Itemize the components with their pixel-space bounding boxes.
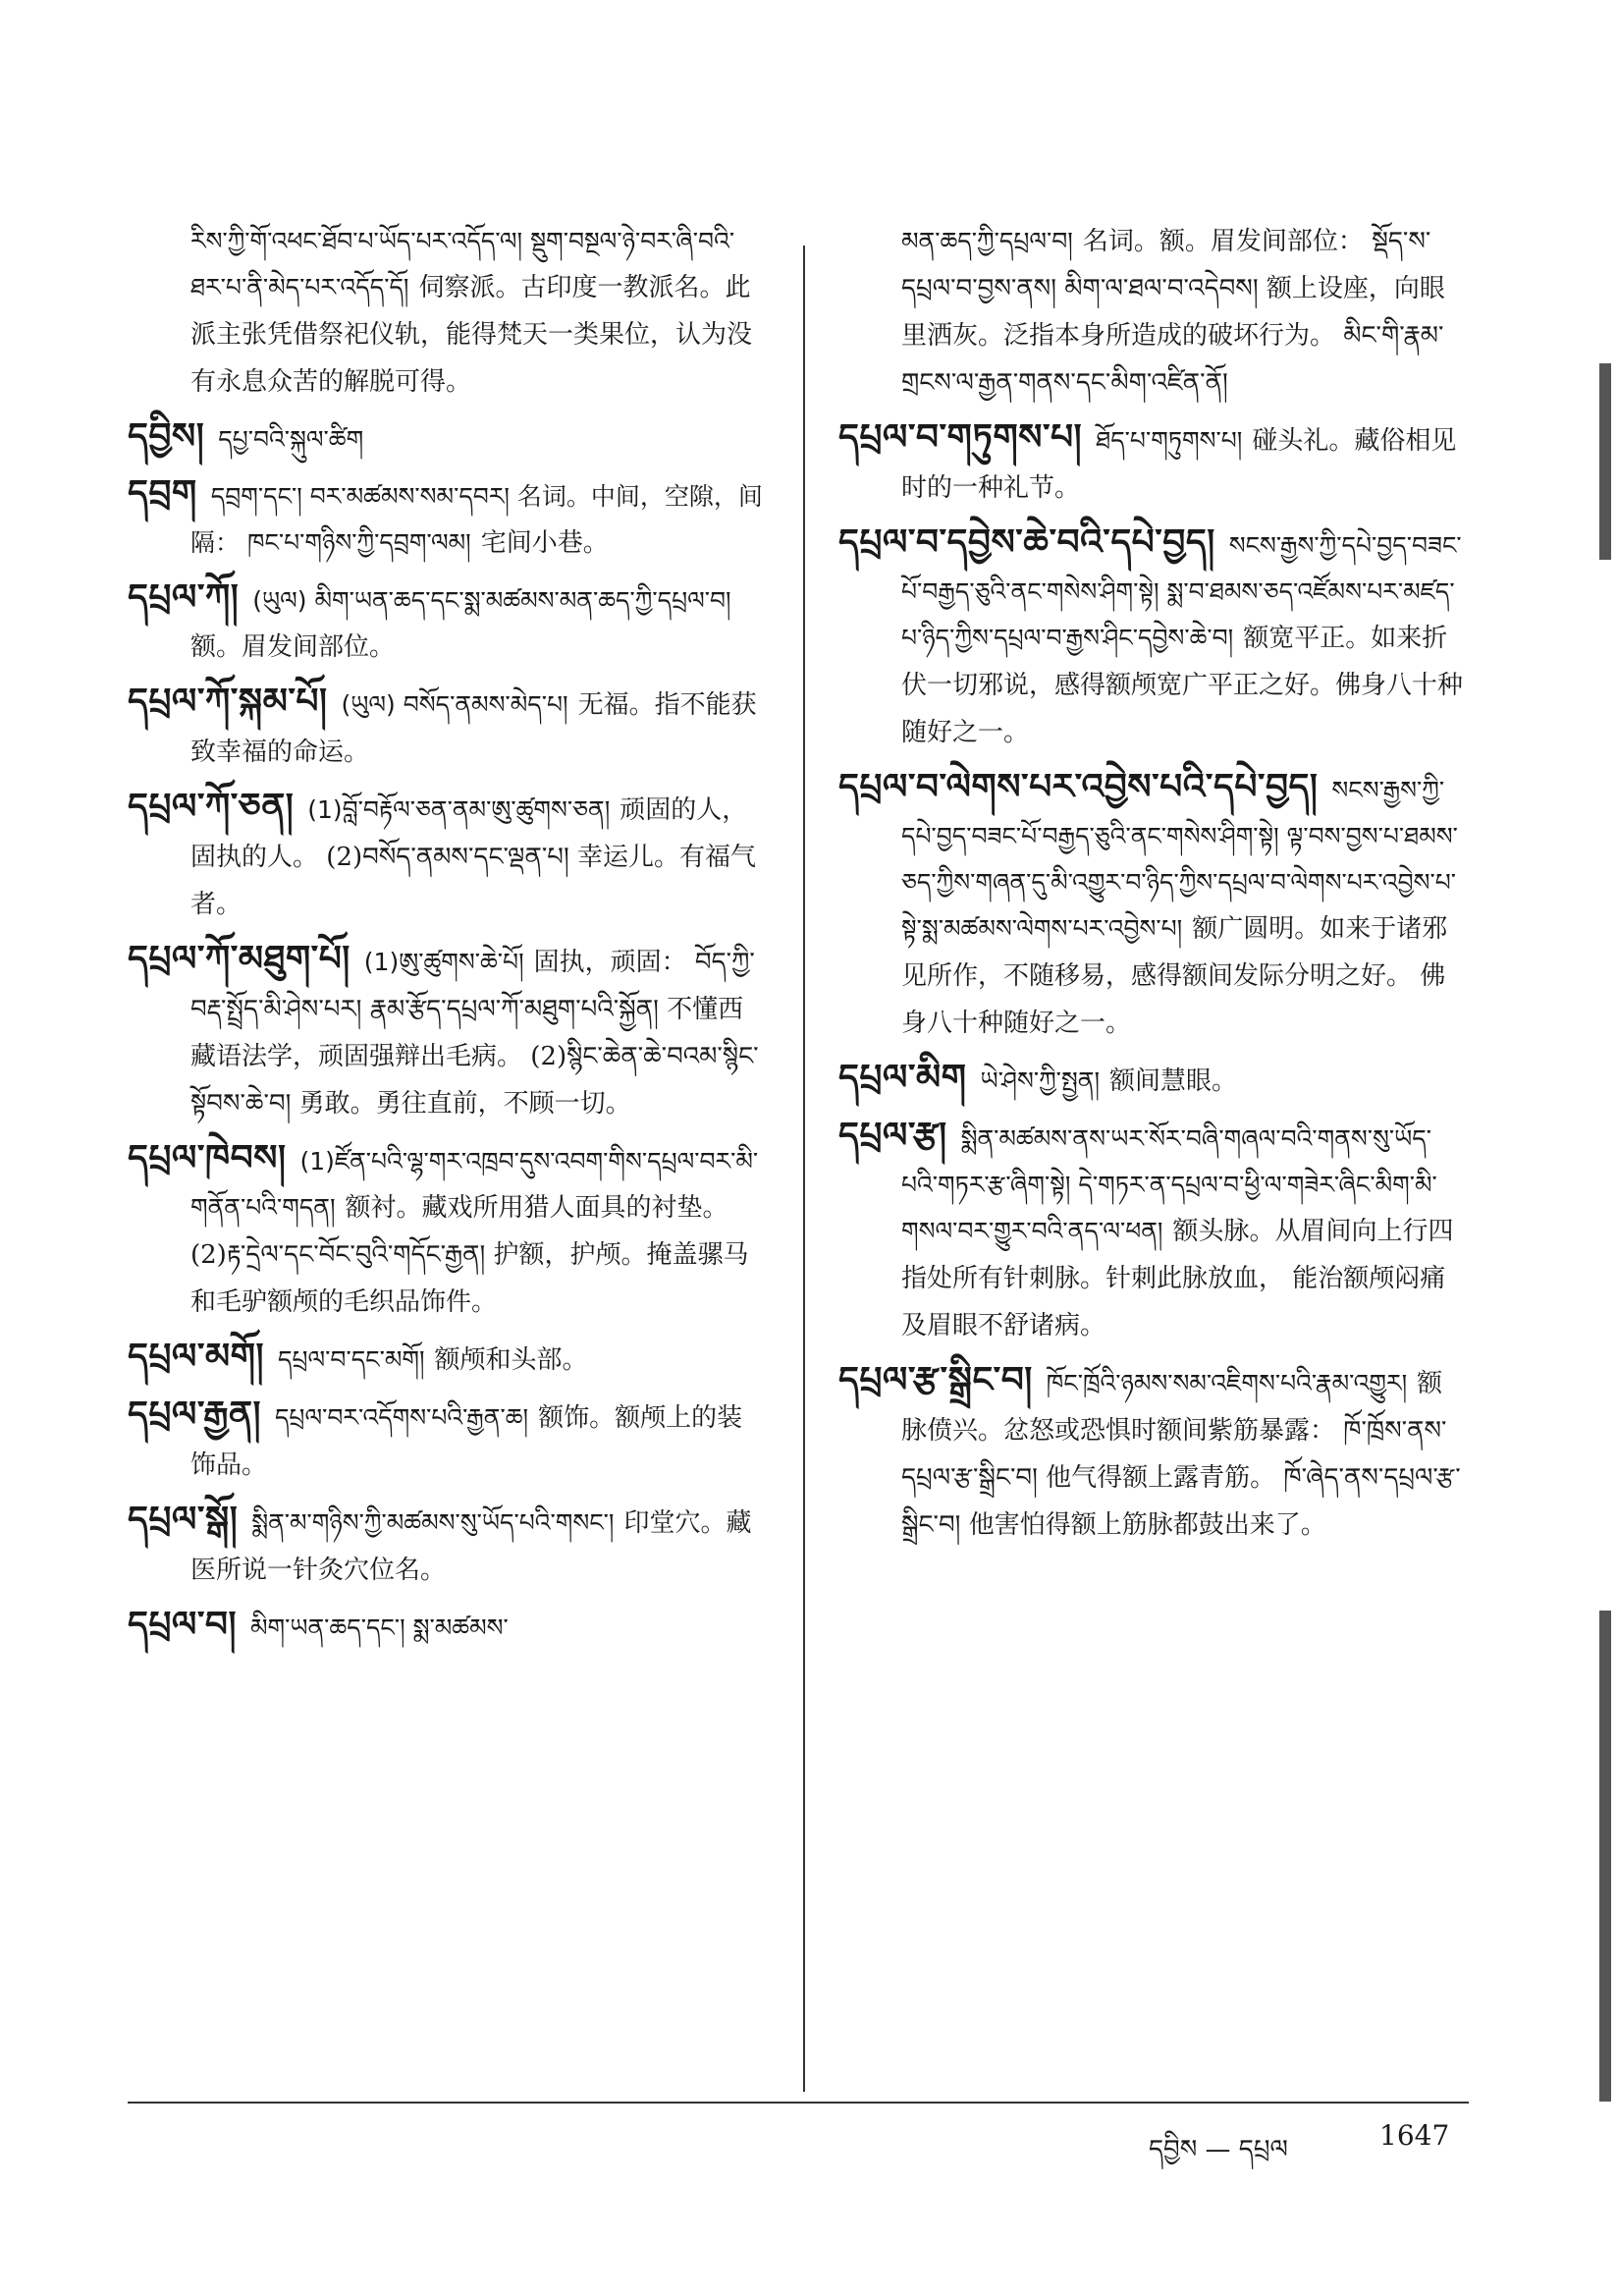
dictionary-entry <box>128 1334 766 1384</box>
dictionary-entry <box>128 1602 766 1651</box>
entry-chinese-definition: 无福。指不能获致幸福的命运。 <box>190 690 757 767</box>
entry-tibetan-definition: རིས་ཀྱི་གོ་འཕང་ཐོབ་པ་ཡོད་པར་འདོད་ལ། སྡུག་བསྔལ་ཉེ་བར་ཞི་བའི་ཐར་པ་ནི་མེད་པར་འདོད་དོ། <box>190 227 735 301</box>
entry-headword: དཔྲལ་སྒོ། <box>128 1500 239 1540</box>
entry-tibetan-definition: ཡེ་ཤེས་ཀྱི་སྤྱན། <box>980 1066 1101 1095</box>
dictionary-entry <box>838 764 1467 1047</box>
dictionary-entry <box>128 784 766 928</box>
dictionary-entry <box>838 218 1467 407</box>
entry-tibetan-definition: དཔྲལ་བ་དང་མགོ། <box>278 1345 425 1374</box>
dictionary-entry <box>838 1055 1467 1105</box>
entry-chinese-definition: 额脉偾兴。忿怒或恐惧时额间紫筋暴露： ཁོ་ཁྲོས་ནས་དཔྲལ་རྩ་སྒྲིང་བ། 他气得额上露青筋。 ཁོ་ཞེད་ནས་དཔྲལ་རྩ་སྒྲིང་བ། 他害怕得额上筋脉都鼓出来了。 <box>901 1369 1461 1540</box>
entry-tibetan-definition: སྨིན་མཚམས་ནས་ཡར་སོར་བཞི་གཞལ་བའི་གནས་སུ་ཡོད་པའི་གཏར་རྩ་ཞིག་སྟེ། དེ་གཏར་ན་དཔྲལ་བ་ཕྱི་ལ་གཟེར་ཞིང་མིག་མི་གསལ་བར་གྱུར་བའི་ནད་ལ་ཕན། <box>901 1124 1437 1245</box>
entry-tibetan-definition: ཐོད་པ་གཏུགས་པ། <box>1096 426 1243 455</box>
entry-chinese-definition: 额衬。藏戏所用猎人面具的衬垫。 (2)རྟ་དྲེལ་དང་བོང་བུའི་གདོང་རྒྱན། 护额，护颅。掩盖骡马和毛驴额颅的毛织品饰件。 <box>190 1193 749 1317</box>
entry-chinese-definition: 固执，顽固： བོད་ཀྱི་བརྡ་སྤྲོད་མི་ཤེས་པར། རྣམ་རྩོད་དཔྲལ་ཀོ་མཐུག་པའི་སྐྱོན། 不懂西藏语法学，顽固强辩出毛病。 (2)སྙིང་ཆེན་ཆེ་བའམ་སྙིང་སྟོབས་ཆེ་བ། 勇敢。勇往直前，不顾一切。 <box>190 948 759 1119</box>
dictionary-entry <box>128 470 766 567</box>
column-divider <box>803 246 805 2092</box>
entry-chinese-definition: 额头脉。从眉间向上行四指处所有针刺脉。针刺此脉放血， 能治额颅闷痛及眉眼不舒诸病。 <box>901 1217 1454 1340</box>
entry-headword: དབྲག <box>128 473 197 514</box>
dictionary-entry <box>128 679 766 776</box>
entry-chinese-definition: 额饰。额颅上的装饰品。 <box>190 1403 743 1480</box>
entry-headword: དཔྲལ་མིག <box>838 1058 967 1098</box>
dictionary-entry <box>128 936 766 1127</box>
entry-headword: དཔྲལ་ཀོ། <box>128 577 240 618</box>
entry-headword: དཔྲལ་ཁེབས། <box>128 1138 287 1178</box>
dictionary-entry <box>128 574 766 671</box>
entry-chinese-definition: 额间慧眼。 <box>1109 1066 1238 1096</box>
entry-headword: དཔྲལ་བ་གཏུགས་པ། <box>838 417 1083 458</box>
page-range-header: དབྱིས — དཔྲལ <box>1149 2135 1288 2164</box>
entry-headword: དཔྲལ་ཀོ་ཅན། <box>128 787 295 827</box>
dictionary-entry <box>128 1392 766 1489</box>
entry-headword: དཔྲལ་མགོ། <box>128 1337 265 1377</box>
entry-headword: དཔྲལ་རྩ་སྒྲིང་བ། <box>838 1360 1033 1400</box>
entry-chinese-definition: 额广圆明。如来于诸邪见所作，不随移易，感得额间发际分明之好。 佛身八十种随好之一。 <box>901 914 1448 1038</box>
entry-headword: དཔྲལ་ཀོ་མཐུག་པོ། <box>128 939 350 979</box>
entry-tibetan-definition: (1)བློ་བརྟོལ་ཅན་ནམ་ཨུ་ཚུགས་ཅན། <box>307 795 611 824</box>
entry-tibetan-definition: (ཡུལ) བསོད་ནམས་མེད་པ། <box>341 690 568 719</box>
footer-rule <box>128 2102 1469 2104</box>
entry-chinese-definition: 伺察派。古印度一教派名。此派主张凭借祭祀仪轨，能得梵天一类果位，认为没有永息众苦的解脱可得。 <box>190 273 753 397</box>
entry-chinese-definition: 名词。额。眉发间部位： སྡོད་ས་དཔྲལ་བ་བྱས་ནས། མིག་ལ་ཐལ་བ་འདེབས། 额上设座，向眼里洒灰。泛指本身所造成的破坏行为。 མིང་གི་རྣམ་གྲངས་ལ་རྒྱན་གནས་དང་མིག་འཛིན་ནོ། <box>901 227 1445 398</box>
entry-tibetan-definition: (1)ཛོན་པའི་ལྷ་གར་འཁྲབ་དུས་འབག་གིས་དཔྲལ་བར་མི་གནོན་པའི་གདན། <box>190 1147 759 1222</box>
entry-headword: དཔྲལ་བ་དབྱེས་ཆེ་བའི་དཔེ་བྱད། <box>838 522 1215 563</box>
entry-chinese-definition: 印堂穴。藏医所说一针灸穴位名。 <box>190 1508 752 1585</box>
dictionary-entry <box>838 1113 1467 1349</box>
entry-chinese-definition: 额宽平正。如来折伏一切邪说，感得额颅宽广平正之好。佛身八十种随好之一。 <box>901 624 1464 747</box>
entry-tibetan-definition: སངས་རྒྱས་ཀྱི་དཔེ་བྱད་བཟང་པོ་བརྒྱད་ཅུའི་ནང་གསེས་ཤིག་སྟེ། ལྟ་བས་བྱས་པ་ཐམས་ཅད་ཀྱིས་གཞན་དུ་མི་འགྱུར་བ་ཉིད་ཀྱིས་དཔྲལ་བ་ལེགས་པར་འབྱེས་པ་སྟེ་སྨ་མཚམས་ལེགས་པར་འབྱེས་པ། <box>901 776 1458 943</box>
entry-headword: དཔྲལ་བ། <box>128 1605 237 1645</box>
right-column <box>838 218 1467 1557</box>
left-column <box>128 218 766 1659</box>
entry-tibetan-definition: སྨིན་མ་གཉིས་ཀྱི་མཚམས་སུ་ཡོད་པའི་གསང་། <box>251 1508 615 1537</box>
dictionary-entry <box>838 414 1467 512</box>
entry-tibetan-definition: ཁོང་ཁྲོའི་ཉམས་སམ་འཇིགས་པའི་རྣམ་འགྱུར། <box>1046 1369 1408 1397</box>
entry-tibetan-definition: དཔྲལ་བར་འདོགས་པའི་རྒྱན་ཆ། <box>274 1403 529 1432</box>
entry-tibetan-definition: དབྲག་དང་། བར་མཚམས་སམ་དབར། 名词。中间，空隙，间隔： ཁང་པ་གཉིས་ཀྱི་དབྲག་ལམ། <box>190 482 763 557</box>
entry-tibetan-definition: (ཡུལ) མིག་ཡན་ཆད་དང་སྨ་མཚམས་མན་ཆད་ཀྱི་དཔྲལ་བ། <box>252 586 731 615</box>
entry-headword: དཔྲལ་བ་ལེགས་པར་འབྱེས་པའི་དཔེ་བྱད། <box>838 767 1319 807</box>
entry-chinese-definition: 宅间小巷。 <box>480 528 609 558</box>
entry-tibetan-definition: སངས་རྒྱས་ཀྱི་དཔེ་བྱད་བཟང་པོ་བརྒྱད་ཅུའི་ནང་གསེས་ཤིག་སྟེ། སྨ་བ་ཐམས་ཅད་འཛོམས་པར་མཛད་པ་ཉིད་ཀྱིས་དཔྲལ་བ་རྒྱས་ཤིང་དབྱེས་ཆེ་བ། <box>901 531 1462 652</box>
entry-chinese-definition: 额。眉发间部位。 <box>190 632 396 662</box>
dictionary-entry <box>128 1497 766 1594</box>
entry-tibetan-definition: དཔྱ་བའི་སྐུལ་ཚིག <box>218 425 364 454</box>
entry-headword: དབྱིས། <box>128 416 205 457</box>
entry-chinese-definition: 碰头礼。藏俗相见时的一种礼节。 <box>901 426 1457 503</box>
entry-headword: དཔྲལ་ཀོ་སྐམ་པོ། <box>128 682 328 722</box>
dictionary-entry <box>128 218 766 406</box>
entry-tibetan-definition: མིག་ཡན་ཆད་དང་། སྨ་མཚམས་ <box>249 1613 509 1642</box>
entry-tibetan-definition: མན་ཆད་ཀྱི་དཔྲལ་བ། <box>901 227 1073 255</box>
entry-tibetan-definition: (1)ཨུ་ཚུགས་ཆེ་པོ། <box>363 948 524 976</box>
entry-chinese-definition: 顽固的人，固执的人。 (2)བསོད་ནམས་དང་ལྡན་པ། 幸运儿。有福气者。 <box>190 795 756 919</box>
dictionary-entry <box>838 1357 1467 1549</box>
page-number: 1647 <box>1379 2119 1450 2152</box>
entry-headword: དཔྲལ་རྒྱན། <box>128 1394 261 1435</box>
entry-chinese-definition: 额颅和头部。 <box>434 1345 588 1375</box>
dictionary-entry <box>128 413 766 463</box>
dictionary-entry <box>128 1135 766 1326</box>
entry-headword: དཔྲལ་རྩ། <box>838 1116 947 1156</box>
dictionary-entry <box>838 519 1467 756</box>
scan-edge-marks <box>1588 0 1617 2296</box>
